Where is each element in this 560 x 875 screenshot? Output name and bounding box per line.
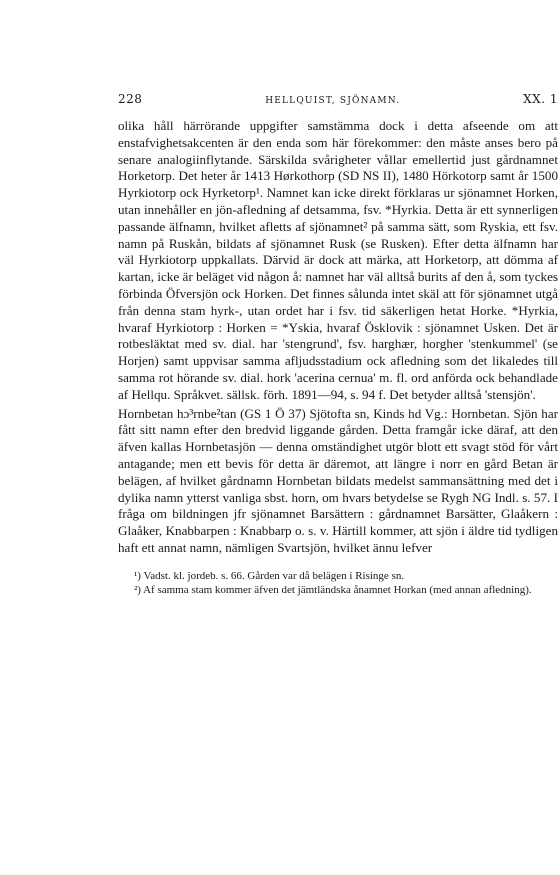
body-text <box>118 118 558 557</box>
footnote-2: ²) Af samma stam kommer äfven det jämtländska ånamnet Horkan (med annan afledning). <box>134 583 532 596</box>
footnote-1: ¹) Vadst. kl. jordeb. s. 66. Gården var då belägen i Risinge sn. <box>134 569 405 582</box>
book-page <box>118 92 558 597</box>
page-header <box>118 92 558 106</box>
footnotes <box>118 569 558 597</box>
page-number: 228 <box>118 92 143 106</box>
section-label: XX. 1 <box>523 92 558 106</box>
paragraph-horketorp: olika håll härrörande uppgifter samstämma dock i detta afseende om att enstafvighetsakcenten är den enda som här förekommer: den måste anses bero på senare analogiinflytande. Särskilda svårigheter vållar emellertid just gårdnamnet Horketorp. Det heter år 1413 Hørkothorp (SD NS II), 1480 Hörkotorp samt år 1500 Hyrkiotorp ock Hyrketorp¹. Namnet kan icke direkt förklaras ur sjönamnet Horken, utan innehåller en jön-afledning af detsamma, fsv. *Hyrkia. Detta är ett synnerligen passande älfnamn, hvilket afletts af sjönamnet² på samma sätt, som Ryskia, ett fsv. namn på Ruskån, bildats af sjönamnet Rusk (se Rusken). Efter detta älfnamn har väl Hyrkiotorp uppkallats. Därvid är dock att märka, att Horketorp, att dömma af kartan, icke är beläget vid någon å: namnet har väl alltså burits af den å, som tyckes förbinda Öfversjön ock Horken. Det finnes sålunda intet skäl att för sjönamnet utgå från denna stam hyrk-, utan ordet har i fsv. tid säkerligen hetat Horke. *Hyrkia, hvaraf Hyrkiotorp : Horken = *Yskia, hvaraf Ösklovik : sjönamnet Usken. Det är rotbesläktat med sv. dial. har 'stengrund', fsv. harghær, horgher 'stenkummel' (se Horjen) samt uppvisar samma afljudsstadium ock afledning som det likaledes till samma rot hörande sv. dial. hork 'acerina cernua' m. fl. ord anförda ock behandlade af Hellqu. Språkvet. sällsk. förh. 1891—94, s. 94 f. Det betyder alltså 'stensjön'. <box>118 118 558 402</box>
running-title: HELLQUIST, SJÖNAMN. <box>265 96 401 106</box>
paragraph-hornbetan: Hornbetan hɔ³rnbe²tan (GS 1 Ö 37) Sjötofta sn, Kinds hd Vg.: Hornbetan. Sjön har fått sitt namn efter den bredvid liggande gården. Detta framgår icke däraf, att den äfven kallas Hornbetasjön — denna omständighet utgör blott ett svagt stöd för vårt antagande; men ett bevis för detta är däremot, att längre i norr en gård Betan är belägen, af hvilket gårdnamn Hornbetan bildats medelst sammansättning med det i dylika namn ytterst vanliga sbst. horn, om hvars betydelse se Rygh NG Indl. s. 57. I fråga om bildningen jfr sjönamnet Barsättern : gårdnamnet Barsätter, Glaåkern : Glaåker, Knabbarpen : Knabbarp o. s. v. Härtill kommer, att sjön i äldre tid tydligen haft ett annat namn, nämligen Svartsjön, hvilket ännu lefver <box>118 405 558 555</box>
